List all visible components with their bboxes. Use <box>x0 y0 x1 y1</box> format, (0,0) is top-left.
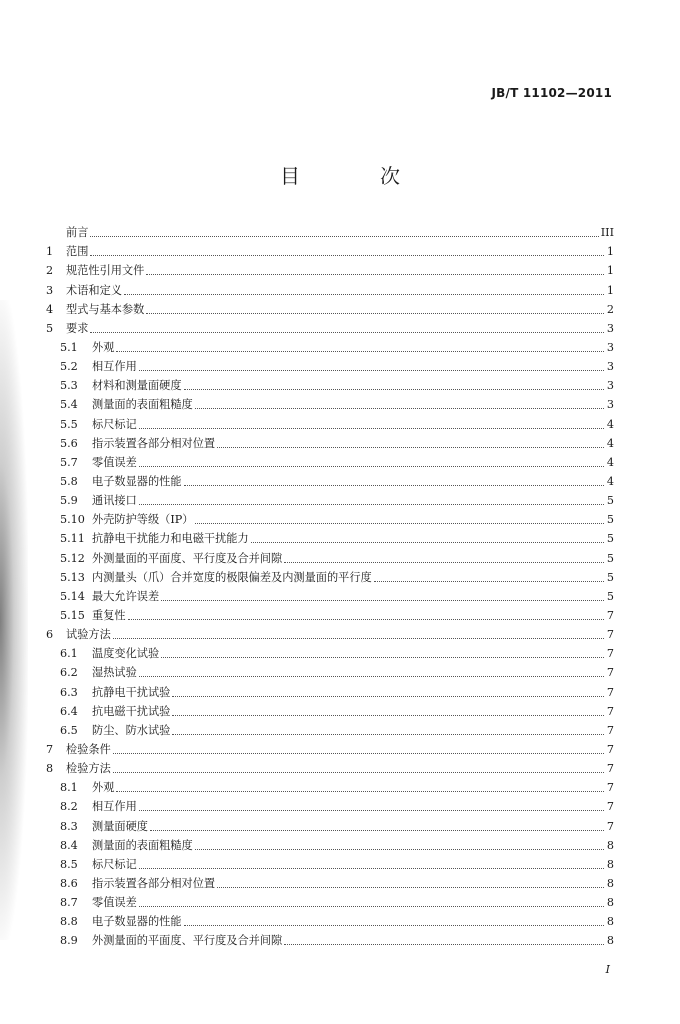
toc-entry-number: 6.2 <box>60 666 78 680</box>
toc-entry-label: 抗静电干扰能力和电磁干扰能力 <box>92 532 249 546</box>
toc-entry-number: 5.12 <box>60 551 85 565</box>
toc-entry-page: III <box>600 226 614 240</box>
toc-dot-leader <box>184 484 604 486</box>
toc-entry[interactable] <box>46 814 614 833</box>
toc-entry-number: 4 <box>46 302 54 316</box>
toc-entry[interactable] <box>46 680 614 699</box>
toc-entry-number: 5.5 <box>60 417 78 431</box>
toc-entry-number: 5.4 <box>60 398 78 412</box>
toc-entry[interactable] <box>46 317 614 336</box>
toc-dot-leader <box>90 235 598 237</box>
toc-entry[interactable] <box>46 853 614 872</box>
toc-entry[interactable] <box>46 738 614 757</box>
toc-entry-label: 零值误差 <box>92 455 137 469</box>
toc-entry[interactable] <box>46 910 614 929</box>
toc-entry-number: 8.5 <box>60 857 78 871</box>
toc-dot-leader <box>113 752 604 754</box>
toc-entry-number: 5.7 <box>60 455 78 469</box>
toc-entry-number: 8.4 <box>60 838 78 852</box>
toc-entry-page: 4 <box>606 455 614 469</box>
toc-entry[interactable] <box>46 642 614 661</box>
toc-entry[interactable] <box>46 776 614 795</box>
toc-entry-label: 范围 <box>66 245 89 259</box>
toc-dot-leader <box>139 809 604 811</box>
toc-dot-leader <box>195 522 604 524</box>
toc-entry[interactable] <box>46 278 614 297</box>
toc-entry-number: 5.9 <box>60 494 78 508</box>
toc-entry[interactable] <box>46 872 614 891</box>
toc-entry[interactable] <box>46 259 614 278</box>
toc-entry-page: 8 <box>606 876 614 890</box>
toc-entry-label: 材料和测量面硬度 <box>92 379 182 393</box>
toc-entry[interactable] <box>46 240 614 259</box>
toc-dot-leader <box>139 675 604 677</box>
toc-entry-page: 4 <box>606 474 614 488</box>
toc-entry-number: 6.4 <box>60 704 78 718</box>
toc-entry-label: 零值误差 <box>92 896 137 910</box>
toc-entry-page: 1 <box>606 283 614 297</box>
toc-dot-leader <box>139 867 604 869</box>
toc-entry-page: 3 <box>606 321 614 335</box>
toc-entry-page: 7 <box>606 781 614 795</box>
toc-dot-leader <box>172 733 604 735</box>
toc-dot-leader <box>172 695 604 697</box>
toc-entry[interactable] <box>46 451 614 470</box>
toc-entry[interactable] <box>46 719 614 738</box>
toc-entry-number: 5.10 <box>60 513 85 527</box>
toc-entry-number: 6.1 <box>60 647 78 661</box>
toc-dot-leader <box>374 580 604 582</box>
toc-dot-leader <box>139 905 604 907</box>
toc-entry-label: 标尺标记 <box>92 857 137 871</box>
toc-entry[interactable] <box>46 527 614 546</box>
toc-entry-page: 7 <box>606 723 614 737</box>
toc-entry-label: 术语和定义 <box>66 283 122 297</box>
toc-entry-label: 外壳防护等级（IP） <box>92 513 194 527</box>
page-number: I <box>605 963 610 976</box>
toc-entry-label: 防尘、防水试验 <box>92 723 171 737</box>
toc-entry[interactable] <box>46 336 614 355</box>
toc-dot-leader <box>195 407 604 409</box>
toc-dot-leader <box>146 312 604 314</box>
toc-entry-number: 5 <box>46 321 54 335</box>
toc-entry-page: 7 <box>606 666 614 680</box>
toc-entry-label: 外测量面的平面度、平行度及合并间隙 <box>92 934 283 948</box>
toc-dot-leader <box>217 446 604 448</box>
toc-entry[interactable] <box>46 661 614 680</box>
toc-entry-number: 5.8 <box>60 474 78 488</box>
toc-entry-number: 8.9 <box>60 934 78 948</box>
toc-dot-leader <box>217 886 604 888</box>
toc-dot-leader <box>90 331 604 333</box>
toc-entry-label: 外观 <box>92 340 115 354</box>
toc-entry-label: 重复性 <box>92 608 126 622</box>
table-of-contents <box>46 221 614 948</box>
toc-dot-leader <box>128 618 604 620</box>
toc-entry[interactable] <box>46 393 614 412</box>
toc-entry[interactable] <box>46 489 614 508</box>
toc-entry-number: 3 <box>46 283 54 297</box>
page-title: 目 次 <box>280 164 430 188</box>
toc-entry[interactable] <box>46 508 614 527</box>
toc-entry-number: 5.1 <box>60 340 78 354</box>
toc-dot-leader <box>139 465 604 467</box>
toc-entry-number: 6.5 <box>60 723 78 737</box>
toc-entry-page: 8 <box>606 896 614 910</box>
toc-entry-page: 2 <box>606 302 614 316</box>
toc-dot-leader <box>161 599 604 601</box>
toc-entry-number: 7 <box>46 742 54 756</box>
toc-entry-label: 试验方法 <box>66 628 111 642</box>
toc-entry[interactable] <box>46 929 614 948</box>
document-code: JB/T 11102—2011 <box>491 86 612 100</box>
toc-entry-number: 8 <box>46 762 54 776</box>
toc-entry-label: 电子数显器的性能 <box>92 474 182 488</box>
toc-entry-page: 8 <box>606 857 614 871</box>
toc-entry-label: 外观 <box>92 781 115 795</box>
toc-entry[interactable] <box>46 757 614 776</box>
toc-entry-page: 3 <box>606 360 614 374</box>
toc-entry-number: 8.2 <box>60 800 78 814</box>
toc-entry[interactable] <box>46 546 614 565</box>
toc-entry-page: 7 <box>606 628 614 642</box>
toc-entry-label: 最大允许误差 <box>92 589 160 603</box>
toc-entry-page: 5 <box>606 570 614 584</box>
toc-dot-leader <box>184 388 604 390</box>
toc-entry-number: 8.8 <box>60 915 78 929</box>
toc-entry-number: 5.14 <box>60 589 85 603</box>
toc-dot-leader <box>116 350 604 352</box>
toc-entry-page: 8 <box>606 915 614 929</box>
toc-entry-number: 1 <box>46 245 54 259</box>
toc-entry-number: 5.15 <box>60 608 85 622</box>
toc-entry-page: 5 <box>606 551 614 565</box>
toc-entry-label: 抗静电干扰试验 <box>92 685 171 699</box>
toc-entry-label: 抗电磁干扰试验 <box>92 704 171 718</box>
toc-entry-number: 8.1 <box>60 781 78 795</box>
toc-entry-number: 8.7 <box>60 896 78 910</box>
toc-dot-leader <box>251 541 604 543</box>
toc-entry-label: 规范性引用文件 <box>66 264 145 278</box>
toc-entry-number: 6 <box>46 628 54 642</box>
toc-entry-page: 7 <box>606 819 614 833</box>
toc-entry[interactable] <box>46 604 614 623</box>
toc-entry-page: 4 <box>606 436 614 450</box>
toc-entry[interactable] <box>46 412 614 431</box>
toc-dot-leader <box>113 637 604 639</box>
toc-dot-leader <box>284 943 604 945</box>
toc-entry-number: 5.3 <box>60 379 78 393</box>
toc-entry[interactable] <box>46 623 614 642</box>
toc-entry-page: 7 <box>606 685 614 699</box>
toc-dot-leader <box>139 503 604 505</box>
toc-entry-label: 检验条件 <box>66 742 111 756</box>
toc-dot-leader <box>146 273 604 275</box>
toc-entry[interactable] <box>46 355 614 374</box>
toc-entry-number: 6.3 <box>60 685 78 699</box>
toc-entry-page: 5 <box>606 494 614 508</box>
toc-entry-number: 5.6 <box>60 436 78 450</box>
toc-entry-label: 型式与基本参数 <box>66 302 145 316</box>
toc-entry-page: 7 <box>606 742 614 756</box>
toc-entry-label: 标尺标记 <box>92 417 137 431</box>
toc-entry-page: 4 <box>606 417 614 431</box>
toc-entry-label: 相互作用 <box>92 800 137 814</box>
toc-entry-page: 3 <box>606 398 614 412</box>
toc-entry-page: 5 <box>606 589 614 603</box>
toc-entry-page: 7 <box>606 647 614 661</box>
toc-dot-leader <box>195 848 604 850</box>
toc-entry[interactable] <box>46 432 614 451</box>
toc-entry-label: 湿热试验 <box>92 666 137 680</box>
toc-entry-number: 8.6 <box>60 876 78 890</box>
toc-entry[interactable] <box>46 374 614 393</box>
toc-entry[interactable] <box>46 566 614 585</box>
toc-entry-page: 7 <box>606 800 614 814</box>
toc-entry-label: 指示装置各部分相对位置 <box>92 876 216 890</box>
toc-entry-label: 测量面硬度 <box>92 819 148 833</box>
toc-entry[interactable] <box>46 795 614 814</box>
toc-entry-label: 通讯接口 <box>92 494 137 508</box>
scan-shadow <box>0 300 28 940</box>
toc-entry-page: 7 <box>606 762 614 776</box>
toc-entry-number: 5.11 <box>60 532 85 546</box>
toc-entry-label: 测量面的表面粗糙度 <box>92 398 193 412</box>
toc-entry-label: 指示装置各部分相对位置 <box>92 436 216 450</box>
toc-dot-leader <box>150 829 604 831</box>
toc-dot-leader <box>184 924 604 926</box>
toc-entry-page: 5 <box>606 532 614 546</box>
toc-dot-leader <box>139 369 604 371</box>
toc-dot-leader <box>161 656 604 658</box>
toc-dot-leader <box>116 790 604 792</box>
toc-entry-label: 相互作用 <box>92 360 137 374</box>
toc-dot-leader <box>124 293 604 295</box>
toc-entry-page: 3 <box>606 340 614 354</box>
toc-dot-leader <box>113 771 604 773</box>
toc-dot-leader <box>90 254 604 256</box>
toc-entry-page: 3 <box>606 379 614 393</box>
toc-entry-page: 1 <box>606 245 614 259</box>
toc-entry-number: 5.13 <box>60 570 85 584</box>
toc-entry-page: 5 <box>606 513 614 527</box>
toc-entry-number: 8.3 <box>60 819 78 833</box>
toc-entry-label: 要求 <box>66 321 89 335</box>
toc-entry-page: 8 <box>606 838 614 852</box>
toc-entry-label: 前言 <box>66 226 89 240</box>
toc-dot-leader <box>139 427 604 429</box>
toc-entry[interactable] <box>46 585 614 604</box>
toc-entry-page: 7 <box>606 608 614 622</box>
toc-entry-number: 2 <box>46 264 54 278</box>
toc-entry-page: 1 <box>606 264 614 278</box>
toc-entry-number: 5.2 <box>60 360 78 374</box>
toc-entry-label: 内测量头（爪）合并宽度的极限偏差及内测量面的平行度 <box>92 570 372 584</box>
toc-entry-label: 测量面的表面粗糙度 <box>92 838 193 852</box>
toc-entry[interactable] <box>46 470 614 489</box>
toc-entry-page: 8 <box>606 934 614 948</box>
toc-entry-label: 温度变化试验 <box>92 647 160 661</box>
toc-entry[interactable] <box>46 834 614 853</box>
toc-entry-page: 7 <box>606 704 614 718</box>
toc-dot-leader <box>172 714 604 716</box>
toc-entry[interactable] <box>46 891 614 910</box>
toc-dot-leader <box>284 561 604 563</box>
toc-entry[interactable] <box>46 221 614 240</box>
toc-entry[interactable] <box>46 298 614 317</box>
toc-entry-label: 电子数显器的性能 <box>92 915 182 929</box>
toc-entry-label: 检验方法 <box>66 762 111 776</box>
toc-entry-label: 外测量面的平面度、平行度及合并间隙 <box>92 551 283 565</box>
toc-entry[interactable] <box>46 700 614 719</box>
